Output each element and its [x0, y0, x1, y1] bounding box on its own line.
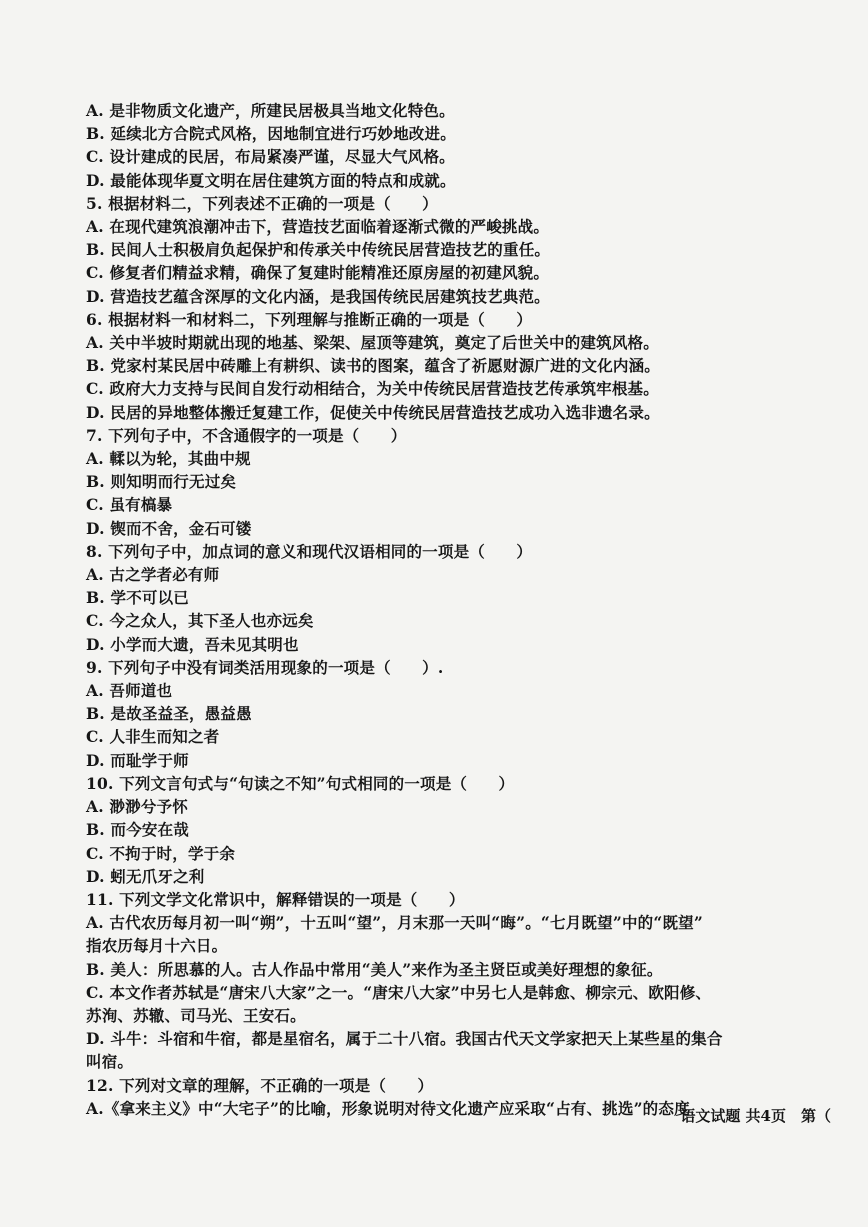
question-stem: 11. 下列文学文化常识中，解释错误的一项是（ ）	[86, 889, 465, 909]
text-line: C. 虽有槁暴	[86, 495, 173, 515]
text-line: A. 古代农历每月初一叫“朔”，十五叫“望”，月末那一天叫“晦”。“七月既望”中的“既望”	[86, 913, 703, 933]
text-line: B. 党家村某民居中砖雕上有耕织、读书的图案，蕴含了祈愿财源广进的文化内涵。	[86, 356, 660, 376]
text-line: D. 蚓无爪牙之利	[86, 866, 205, 886]
question-stem: 10. 下列文言句式与“句读之不知”句式相同的一项是（ ）	[86, 773, 515, 793]
text-line: A. 輮以为轮，其曲中规	[86, 449, 251, 469]
text-line: D. 最能体现华夏文明在居住建筑方面的特点和成就。	[86, 170, 456, 190]
text-line: C. 设计建成的民居，布局紧凑严谨，尽显大气风格。	[86, 147, 455, 167]
text-line: A. 关中半坡时期就出现的地基、梁架、屋顶等建筑，奠定了后世关中的建筑风格。	[86, 333, 659, 353]
question-stem: 7. 下列句子中，不含通假字的一项是（ ）	[86, 425, 407, 445]
text-line: C. 人非生而知之者	[86, 727, 220, 747]
text-line: D. 锲而不舍，金石可镂	[86, 518, 252, 538]
text-line: B. 是故圣益圣，愚益愚	[86, 704, 252, 724]
text-line: D. 民居的异地整体搬迁复建工作，促使关中传统民居营造技艺成功入选非遗名录。	[86, 402, 660, 422]
text-line: 苏洵、苏辙、司马光、王安石。	[86, 1005, 306, 1025]
text-line: 叫宿。	[86, 1052, 134, 1072]
text-line: C. 修复者们精益求精，确保了复建时能精准还原房屋的初建风貌。	[86, 263, 550, 283]
text-line: C. 不拘于时，学于余	[86, 843, 236, 863]
text-line: B. 民间人士积极肩负起保护和传承关中传统民居营造技艺的重任。	[86, 240, 551, 260]
question-stem: 6. 根据材料一和材料二，下列理解与推断正确的一项是（ ）	[86, 309, 533, 329]
text-line: B. 美人：所思慕的人。古人作品中常用“美人”来作为圣主贤臣或美好理想的象征。	[86, 959, 663, 979]
text-line: C. 政府大力支持与民间自发行动相结合，为关中传统民居营造技艺传承筑牢根基。	[86, 379, 659, 399]
text-line: C. 本文作者苏轼是“唐宋八大家”之一。“唐宋八大家”中另七人是韩愈、柳宗元、欧阳修、	[86, 982, 712, 1002]
question-stem: 12. 下列对文章的理解，不正确的一项是（ ）	[86, 1075, 434, 1095]
text-line: D. 小学而大遗，吾未见其明也	[86, 634, 299, 654]
text-line: A. 古之学者必有师	[86, 565, 220, 585]
text-line: C. 今之众人，其下圣人也亦远矣	[86, 611, 314, 631]
text-line: B. 而今安在哉	[86, 820, 189, 840]
text-line: A.《拿来主义》中“大宅子”的比喻，形象说明对待文化遗产应采取“占有、挑选”的态度	[86, 1098, 690, 1118]
text-line: A. 在现代建筑浪潮冲击下，营造技艺面临着逐渐式微的严峻挑战。	[86, 217, 550, 237]
text-line: D. 营造技艺蕴含深厚的文化内涵，是我国传统民居建筑技艺典范。	[86, 286, 550, 306]
question-text-block	[68, 99, 828, 1120]
question-stem: 5. 根据材料二，下列表述不正确的一项是（ ）	[86, 193, 438, 213]
text-line: A. 吾师道也	[86, 681, 173, 701]
question-stem: 9. 下列句子中没有词类活用现象的一项是（ ）.	[86, 657, 444, 677]
text-line: B. 延续北方合院式风格，因地制宜进行巧妙地改进。	[86, 124, 456, 144]
text-line: 指农历每月十六日。	[86, 936, 228, 956]
text-line: B. 则知明而行无过矣	[86, 472, 237, 492]
text-line: D. 而耻学于师	[86, 750, 189, 770]
text-line: D. 斗牛：斗宿和牛宿，都是星宿名，属于二十八宿。我国古代天文学家把天上某些星的集合	[86, 1029, 723, 1049]
text-line: A. 渺渺兮予怀	[86, 797, 188, 817]
question-stem: 8. 下列句子中，加点词的意义和现代汉语相同的一项是（ ）	[86, 541, 533, 561]
text-line: A. 是非物质文化遗产，所建民居极具当地文化特色。	[86, 101, 455, 120]
page-footer: 语文试题 共4页 第（	[680, 1107, 846, 1125]
text-line: B. 学不可以已	[86, 588, 189, 608]
